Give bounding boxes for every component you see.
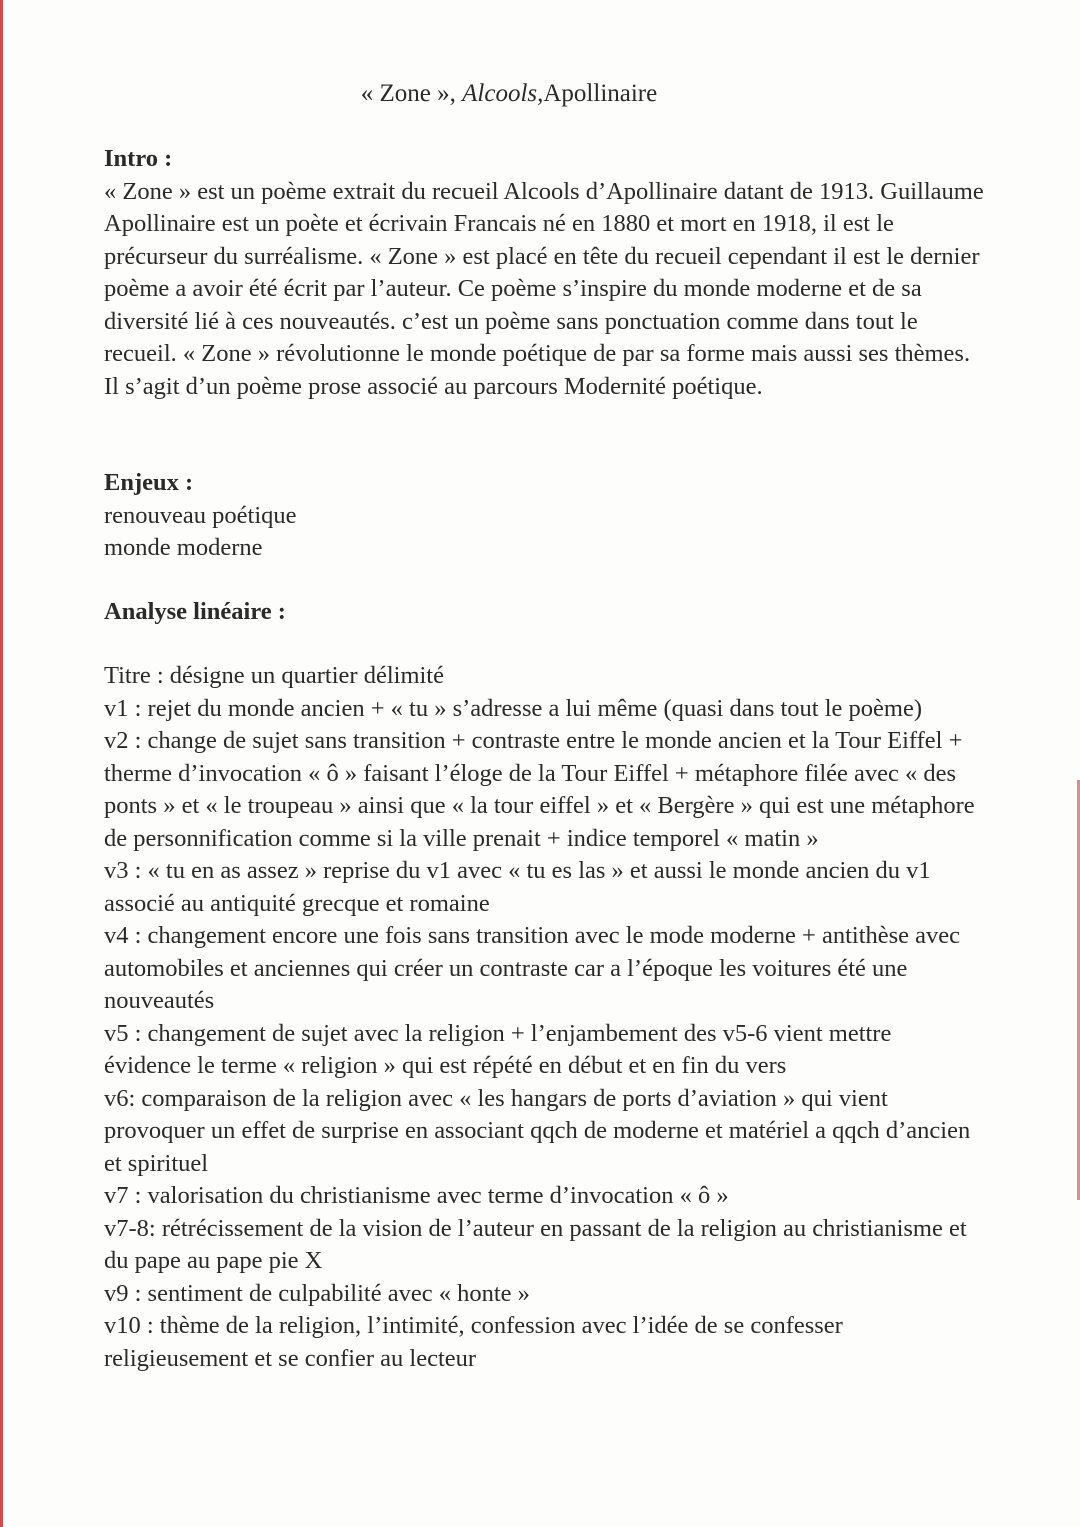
analyse-line-v6: v6: comparaison de la religion avec « les hangars de ports d’aviation » qui vient provoquer un effet de surprise en associant qqch de moderne et matériel a qqch d’ancien et spirituel [104, 1084, 971, 1177]
enjeux-section [104, 467, 984, 565]
enjeux-item: monde moderne [104, 534, 263, 561]
analyse-line-titre: Titre : désigne un quartier délimité [104, 662, 444, 689]
analyse-line-v10: v10 : thème de la religion, l’intimité, confession avec l’idée de se confesser religieusement et se confier au lecteur [104, 1312, 843, 1372]
analyse-line-v4: v4 : changement encore une fois sans transition avec le mode moderne + antithèse avec automobiles et anciennes qui créer un contraste car a l’époque les voitures été une nouveautés [104, 922, 961, 1014]
title-work: Alcools, [462, 80, 544, 107]
analyse-line-v7: v7 : valorisation du christianisme avec terme d’invocation « ô » [104, 1182, 729, 1209]
analyse-heading: Analyse linéaire : [104, 598, 286, 625]
page-left-edge [0, 0, 3, 1527]
document-title [104, 78, 984, 110]
enjeux-item: renouveau poétique [104, 501, 297, 529]
title-poem: « Zone », [360, 80, 456, 107]
analyse-heading-block [104, 596, 984, 629]
intro-heading: Intro : [104, 145, 173, 172]
analyse-lines [104, 660, 984, 1375]
analyse-line-v1: v1 : rejet du monde ancien + « tu » s’adresse a lui même (quasi dans tout le poème) [104, 694, 922, 722]
analyse-line-v2: v2 : change de sujet sans transition + contraste entre le monde ancien et la Tour Eiffel + therme d’invocation « ô » faisant l’éloge de la Tour Eiffel + métaphore filée avec « des ponts » et « le troupeau » ainsi que « la tour eiffel » et « Bergère » qui est une métaphore de personnification comme si la ville prenait + indice temporel « matin » [104, 727, 975, 852]
intro-paragraph: « Zone » est un poème extrait du recueil Alcools d’Apollinaire datant de 1913. Guillaume Apollinaire est un poète et écrivain Francais né en 1880 et mort en 1918, il est le précurseur du surréalisme. « Zone » est placé en tête du recueil cependant il est le dernier poème a avoir été écrit par l’auteur. Ce poème s’inspire du monde moderne et de sa diversité lié à ces nouveautés. c’est un poème sans ponctuation comme dans tout le recueil. « Zone » révolutionne le monde poétique de par sa forme mais aussi ses thèmes. Il s’agit d’un poème prose associé au parcours Modernité poétique. [104, 177, 984, 400]
intro-section [104, 143, 984, 403]
analyse-line-v9: v9 : sentiment de culpabilité avec « honte » [104, 1279, 530, 1307]
title-author: Apollinaire [543, 80, 658, 107]
analyse-line-v7-8: v7-8: rétrécissement de la vision de l’auteur en passant de la religion au christianisme et du pape au pape pie X [104, 1214, 967, 1274]
analyse-line-v3: v3 : « tu en as assez » reprise du v1 avec « tu es las » et aussi le monde ancien du v1 associé au antiquité grecque et romaine [104, 857, 931, 917]
enjeux-heading: Enjeux : [104, 469, 194, 496]
analyse-line-v5: v5 : changement de sujet avec la religion + l’enjambement des v5-6 vient mettre évidence le terme « religion » qui est répété en début et en fin du vers [104, 1019, 892, 1079]
